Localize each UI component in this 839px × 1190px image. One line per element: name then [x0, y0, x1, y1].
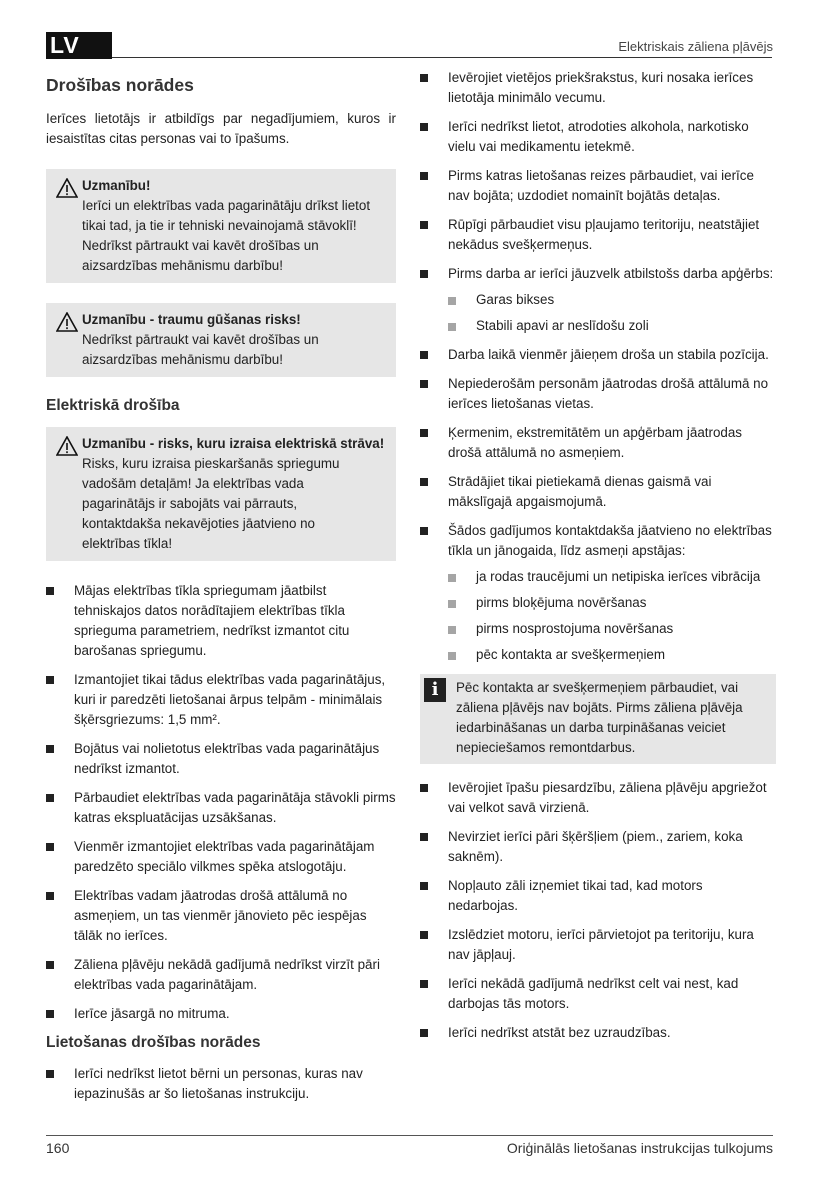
sub-list-item: Garas bikses	[448, 290, 776, 310]
bullet-icon	[46, 961, 54, 969]
bullet-icon	[46, 745, 54, 753]
info-box	[420, 674, 776, 764]
section-title-usage: Lietošanas drošības norādes	[46, 1034, 261, 1051]
list-item: Ierīci nedrīkst lietot, atrodoties alkohola, narkotisko vielu vai medikamentu ietekmē.	[420, 117, 776, 157]
bullet-icon	[420, 123, 428, 131]
warning-title: Uzmanību - risks, kuru izraisa elektriskā strāva!	[82, 436, 385, 451]
left-column	[46, 75, 396, 1113]
list-item: Vienmēr izmantojiet elektrības vada pagarinātājam paredzēto speciālo vilkmes spēka atslogotāju.	[46, 837, 396, 877]
list-item: Ierīci nedrīkst lietot bērni un personas, kuras nav iepazinušās ar šo lietošanas instrukciju.	[46, 1064, 396, 1104]
bullet-icon	[420, 784, 428, 792]
list-item: Šādos gadījumos kontaktdakša jāatvieno no elektrības tīkla un jānogaida, līdz asmeņi apstājas: ja rodas traucējumi un netipiska ierīces vibrācija pirms bloķējuma novēršanas pirms nosprostojuma novēršanas pēc kontakta ar svešķermeņiem	[420, 521, 776, 665]
section-title-safety: Drošības norādes	[46, 75, 194, 95]
list-item: Ievērojiet vietējos priekšrakstus, kuri nosaka ierīces lietotāja minimālo vecumu.	[420, 68, 776, 108]
warning-title: Uzmanību - traumu gūšanas risks!	[82, 312, 301, 327]
list-item: Zāliena pļāvēju nekādā gadījumā nedrīkst virzīt pāri elektrības vada pagarinātājam.	[46, 955, 396, 995]
bullet-icon	[420, 931, 428, 939]
bullet-icon	[420, 882, 428, 890]
list-item: Nevirziet ierīci pāri šķēršļiem (piem., zariem, koka saknēm).	[420, 827, 776, 867]
bullet-icon	[46, 587, 54, 595]
electrical-safety-list	[46, 581, 396, 1024]
warning-line: Nedrīkst pārtraukt vai kavēt drošības un	[82, 332, 319, 347]
header-title: Elektriskais zāliena pļāvējs	[618, 39, 773, 54]
warning-box-electric	[46, 427, 396, 561]
list-item: Nepiederošām personām jāatrodas drošā attālumā no ierīces lietošanas vietas.	[420, 374, 776, 414]
footer-rule	[46, 1135, 773, 1136]
bullet-icon	[420, 429, 428, 437]
list-item: Elektrības vadam jāatrodas drošā attālumā no asmeņiem, un tas vienmēr jānovieto pēc iespējas tālāk no ierīces.	[46, 886, 396, 946]
list-item: Ierīce jāsargā no mitruma.	[46, 1004, 396, 1024]
list-item: Ierīci nekādā gadījumā nedrīkst celt vai nest, kad darbojas tās motors.	[420, 974, 776, 1014]
bullet-icon	[46, 892, 54, 900]
list-item: Darba laikā vienmēr jāieņem droša un stabila pozīcija.	[420, 345, 776, 365]
list-item: Ierīci nedrīkst atstāt bez uzraudzības.	[420, 1023, 776, 1043]
header-rule	[112, 57, 772, 58]
warning-line: pagarinātājs ir sabojāts vai pārrauts,	[82, 496, 298, 511]
warning-line: vadošām detaļām! Ja elektrības vada	[82, 476, 304, 491]
sub-bullet-icon	[448, 323, 456, 331]
warning-line: aizsardzības mehānismu darbību!	[82, 352, 283, 367]
bullet-icon	[420, 380, 428, 388]
bullet-icon	[420, 1029, 428, 1037]
list-item: Strādājiet tikai pietiekamā dienas gaismā vai mākslīgajā apgaismojumā.	[420, 472, 776, 512]
footer-title: Oriģinālās lietošanas instrukcijas tulkojums	[506, 1140, 773, 1156]
list-item: Ķermenim, ekstremitātēm un apģērbam jāatrodas drošā attālumā no asmeņiem.	[420, 423, 776, 463]
bullet-icon	[46, 676, 54, 684]
list-item: Izmantojiet tikai tādus elektrības vada pagarinātājus, kuri ir paredzēti lietošanai ārpus telpām - minimālais šķērsgriezums: 1,5 mm².	[46, 670, 396, 730]
warning-box-general	[46, 169, 396, 283]
info-line: nepieciešamos remontdarbus.	[456, 740, 636, 755]
list-item: Rūpīgi pārbaudiet visu pļaujamo teritoriju, neatstājiet nekādus svešķermeņus.	[420, 215, 776, 255]
warning-line: Risks, kuru izraisa pieskaršanās spriegumu	[82, 456, 340, 471]
usage-safety-list-continued	[420, 68, 776, 665]
section-title-electrical: Elektriskā drošība	[46, 397, 180, 414]
bullet-icon	[46, 1010, 54, 1018]
info-line: iedarbināšanas un darba turpināšanas veiciet	[456, 720, 726, 735]
sub-bullet-icon	[448, 297, 456, 305]
bullet-icon	[420, 74, 428, 82]
warning-line: Nedrīkst pārtraukt vai kavēt drošības un	[82, 238, 319, 253]
sub-list	[448, 567, 776, 665]
list-item: Pārbaudiet elektrības vada pagarinātāja stāvokli pirms katras ekspluatācijas uzsākšanas.	[46, 788, 396, 828]
page-number: 160	[46, 1140, 70, 1156]
bullet-icon	[46, 794, 54, 802]
sub-list	[448, 290, 776, 336]
intro-text: Ierīces lietotājs ir atbildīgs par negadījumiem, kuros ir iesaistītas citas personas vai to īpašums.	[46, 111, 396, 146]
warning-line: Ierīci un elektrības vada pagarinātāju drīkst lietot	[82, 198, 371, 213]
bullet-icon	[420, 221, 428, 229]
warning-triangle-icon	[56, 178, 78, 198]
bullet-icon	[420, 478, 428, 486]
bullet-icon	[420, 351, 428, 359]
info-line: zāliena pļāvējs nav bojāts. Pirms zāliena pļāvēja	[456, 700, 743, 715]
list-item: Pirms katras lietošanas reizes pārbaudiet, vai ierīce nav bojāta; uzdodiet nomainīt bojātās detaļas.	[420, 166, 776, 206]
sub-bullet-icon	[448, 600, 456, 608]
sub-list-item: pēc kontakta ar svešķermeņiem	[448, 645, 776, 665]
bullet-icon	[420, 527, 428, 535]
warning-line: elektrības tīkla!	[82, 536, 173, 551]
sub-bullet-icon	[448, 652, 456, 660]
warning-triangle-icon	[56, 436, 78, 456]
warning-box-injury	[46, 303, 396, 377]
usage-safety-list	[46, 1064, 396, 1104]
sub-list-item: Stabili apavi ar neslīdošu zoli	[448, 316, 776, 336]
bullet-icon	[420, 270, 428, 278]
warning-line: tikai tad, ja tie ir tehniski nevainojamā stāvoklī!	[82, 218, 357, 233]
warning-triangle-icon	[56, 312, 78, 332]
sub-bullet-icon	[448, 626, 456, 634]
usage-safety-list-final	[420, 778, 776, 1043]
list-item: Nopļauto zāli izņemiet tikai tad, kad motors nedarbojas.	[420, 876, 776, 916]
bullet-icon	[420, 172, 428, 180]
list-item: Izslēdziet motoru, ierīci pārvietojot pa teritoriju, kura nav jāpļauj.	[420, 925, 776, 965]
right-column	[420, 68, 776, 1052]
warning-line: aizsardzības mehānismu darbību!	[82, 258, 283, 273]
warning-title: Uzmanību!	[82, 178, 151, 193]
bullet-icon	[420, 833, 428, 841]
language-badge: LV	[46, 32, 112, 59]
list-item: Mājas elektrības tīkla spriegumam jāatbilst tehniskajos datos norādītajiem elektrības tīkla sprieguma parametriem, nedrīkst izmantot citu barošanas spriegumu.	[46, 581, 396, 661]
info-icon: i	[424, 678, 446, 702]
info-line: Pēc kontakta ar svešķermeņiem pārbaudiet, vai	[456, 680, 739, 695]
sub-list-item: ja rodas traucējumi un netipiska ierīces vibrācija	[448, 567, 776, 587]
warning-line: kontaktdakša nekavējoties jāatvieno no	[82, 516, 316, 531]
sub-list-item: pirms nosprostojuma novēršanas	[448, 619, 776, 639]
list-item: Pirms darba ar ierīci jāuzvelk atbilstošs darba apģērbs: Garas bikses Stabili apavi ar neslīdošu zoli	[420, 264, 776, 336]
list-item: Ievērojiet īpašu piesardzību, zāliena pļāvēju apgriežot vai velkot savā virzienā.	[420, 778, 776, 818]
sub-list-item: pirms bloķējuma novēršanas	[448, 593, 776, 613]
list-item: Bojātus vai nolietotus elektrības vada pagarinātājus nedrīkst izmantot.	[46, 739, 396, 779]
bullet-icon	[46, 843, 54, 851]
bullet-icon	[420, 980, 428, 988]
bullet-icon	[46, 1070, 54, 1078]
sub-bullet-icon	[448, 574, 456, 582]
